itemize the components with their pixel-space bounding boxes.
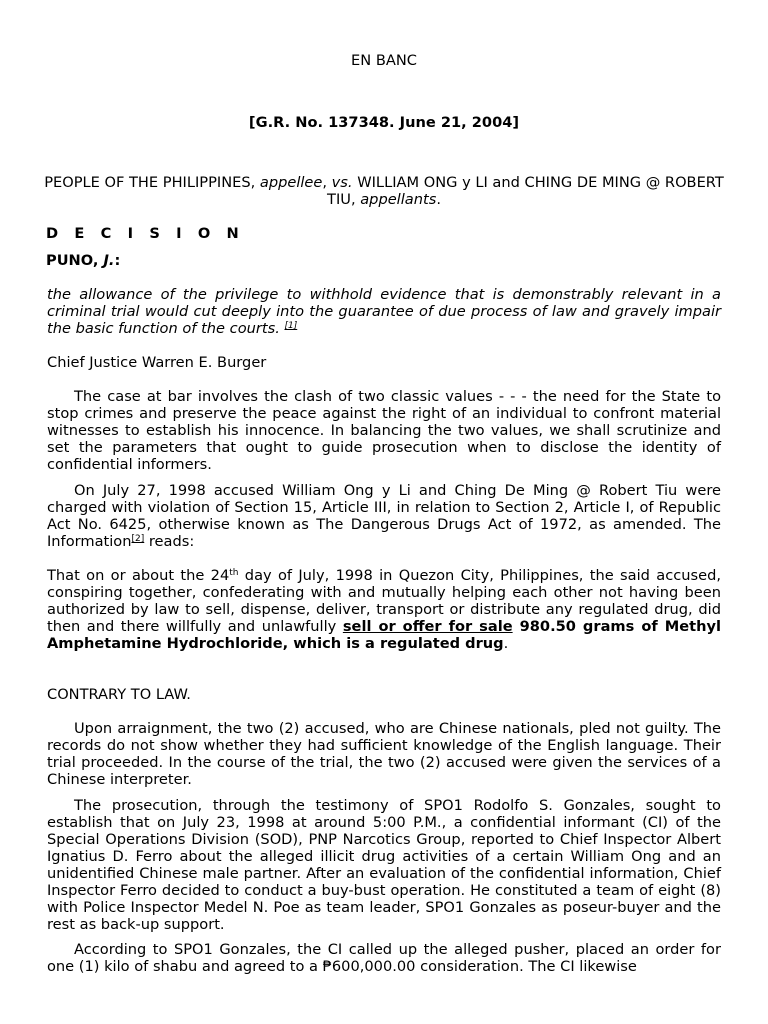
plaintiff-name: PEOPLE OF THE PHILIPPINES,	[44, 174, 256, 191]
paragraph-5: According to SPO1 Gonzales, the CI called up the alleged pusher, placed an order for one (1) kilo of shabu and agreed to a ₱600,000.00 consideration. The CI likewise	[47, 941, 721, 975]
contrary-to-law: CONTRARY TO LAW.	[47, 686, 191, 703]
information-bold: 980.50 grams of Methyl Amphetamine Hydrochloride, which is a regulated drug	[47, 618, 721, 652]
title-period: .	[436, 191, 441, 208]
information-end: .	[503, 635, 509, 652]
ponente: PUNO, J.:	[46, 252, 121, 269]
court-division: EN BANC	[351, 52, 417, 69]
case-title: PEOPLE OF THE PHILIPPINES, appellee, vs. WILLIAM ONG y LI and CHING DE MING @ ROBERT TIU, appellants.	[44, 174, 724, 208]
paragraph-3: Upon arraignment, the two (2) accused, who are Chinese nationals, pled not guilty. The records do not show whether they had sufficient knowledge of the English language. Their trial proceeded. In the course of the trial, the two (2) accused were given the services of a Chinese interpreter.	[47, 720, 721, 788]
defendants-role: appellants	[360, 191, 437, 208]
information-quote	[47, 567, 721, 652]
plaintiff-role: appellee	[259, 174, 323, 191]
footnote-link-2[interactable]: [2]	[131, 534, 145, 544]
paragraph-4: The prosecution, through the testimony of SPO1 Rodolfo S. Gonzales, sought to establish that on July 23, 1998 at around 5:00 P.M., a confidential informant (CI) of the Special Operations Division (SOD), PNP Narcotics Group, reported to Chief Inspector Albert Ignatius D. Ferro about the alleged illicit drug activities of a certain William Ong and an unidentified Chinese male partner. After an evaluation of the confidential information, Chief Inspector Ferro decided to conduct a buy-bust operation. He constituted a team of eight (8) with Police Inspector Medel N. Poe as team leader, SPO1 Gonzales as poseur-buyer and the rest as back-up support.	[47, 797, 721, 933]
information-underlined: sell or offer for sale	[342, 618, 513, 635]
ponente-name: PUNO,	[46, 252, 99, 269]
paragraph-2-text: On July 27, 1998 accused William Ong y Li and Ching De Ming @ Robert Tiu were charged with violation of Section 15, Article III, in relation to Section 2, Article I, of Republic Act No. 6425, otherwise known as The Dangerous Drugs Act of 1972, as amended. The Information	[47, 482, 721, 550]
ordinal-suffix: th	[229, 568, 239, 578]
epigraph-quote	[47, 286, 721, 337]
versus: vs.	[331, 174, 353, 191]
footnote-link-1[interactable]: [1]	[284, 321, 298, 331]
information-text-2: day of July, 1998 in Quezon City, Philippines, the said accused, conspiring together, confederating with and mutually helping each other not having been authorized by law to sell, dispense, deliver, transport or distribute any regulated drug, did then and there willfully and unlawfully	[47, 567, 721, 635]
epigraph-attribution: Chief Justice Warren E. Burger	[47, 354, 267, 371]
paragraph-2	[47, 482, 721, 550]
paragraph-1: The case at bar involves the clash of two classic values - - - the need for the State to stop crimes and preserve the peace against the right of an individual to confront material witnesses to establish his innocence. In balancing the two values, we shall scrutinize and set the parameters that ought to guide prosecution when to disclose the identity of confidential informers.	[47, 388, 721, 473]
ponente-title: J.	[103, 252, 115, 269]
information-text-1: That on or about the 24	[47, 567, 230, 584]
case-number: [G.R. No. 137348. June 21, 2004]	[248, 114, 520, 131]
defendants-names: WILLIAM ONG y LI and CHING DE MING @ ROBERT TIU,	[327, 174, 724, 208]
epigraph-text: the allowance of the privilege to withhold evidence that is demonstrably relevant in a criminal trial would cut deeply into the guarantee of due process of law and gravely impair the basic function of the courts.	[47, 286, 721, 337]
decision-heading: D E C I S I O N	[46, 225, 245, 242]
paragraph-2-end: reads:	[144, 533, 195, 550]
